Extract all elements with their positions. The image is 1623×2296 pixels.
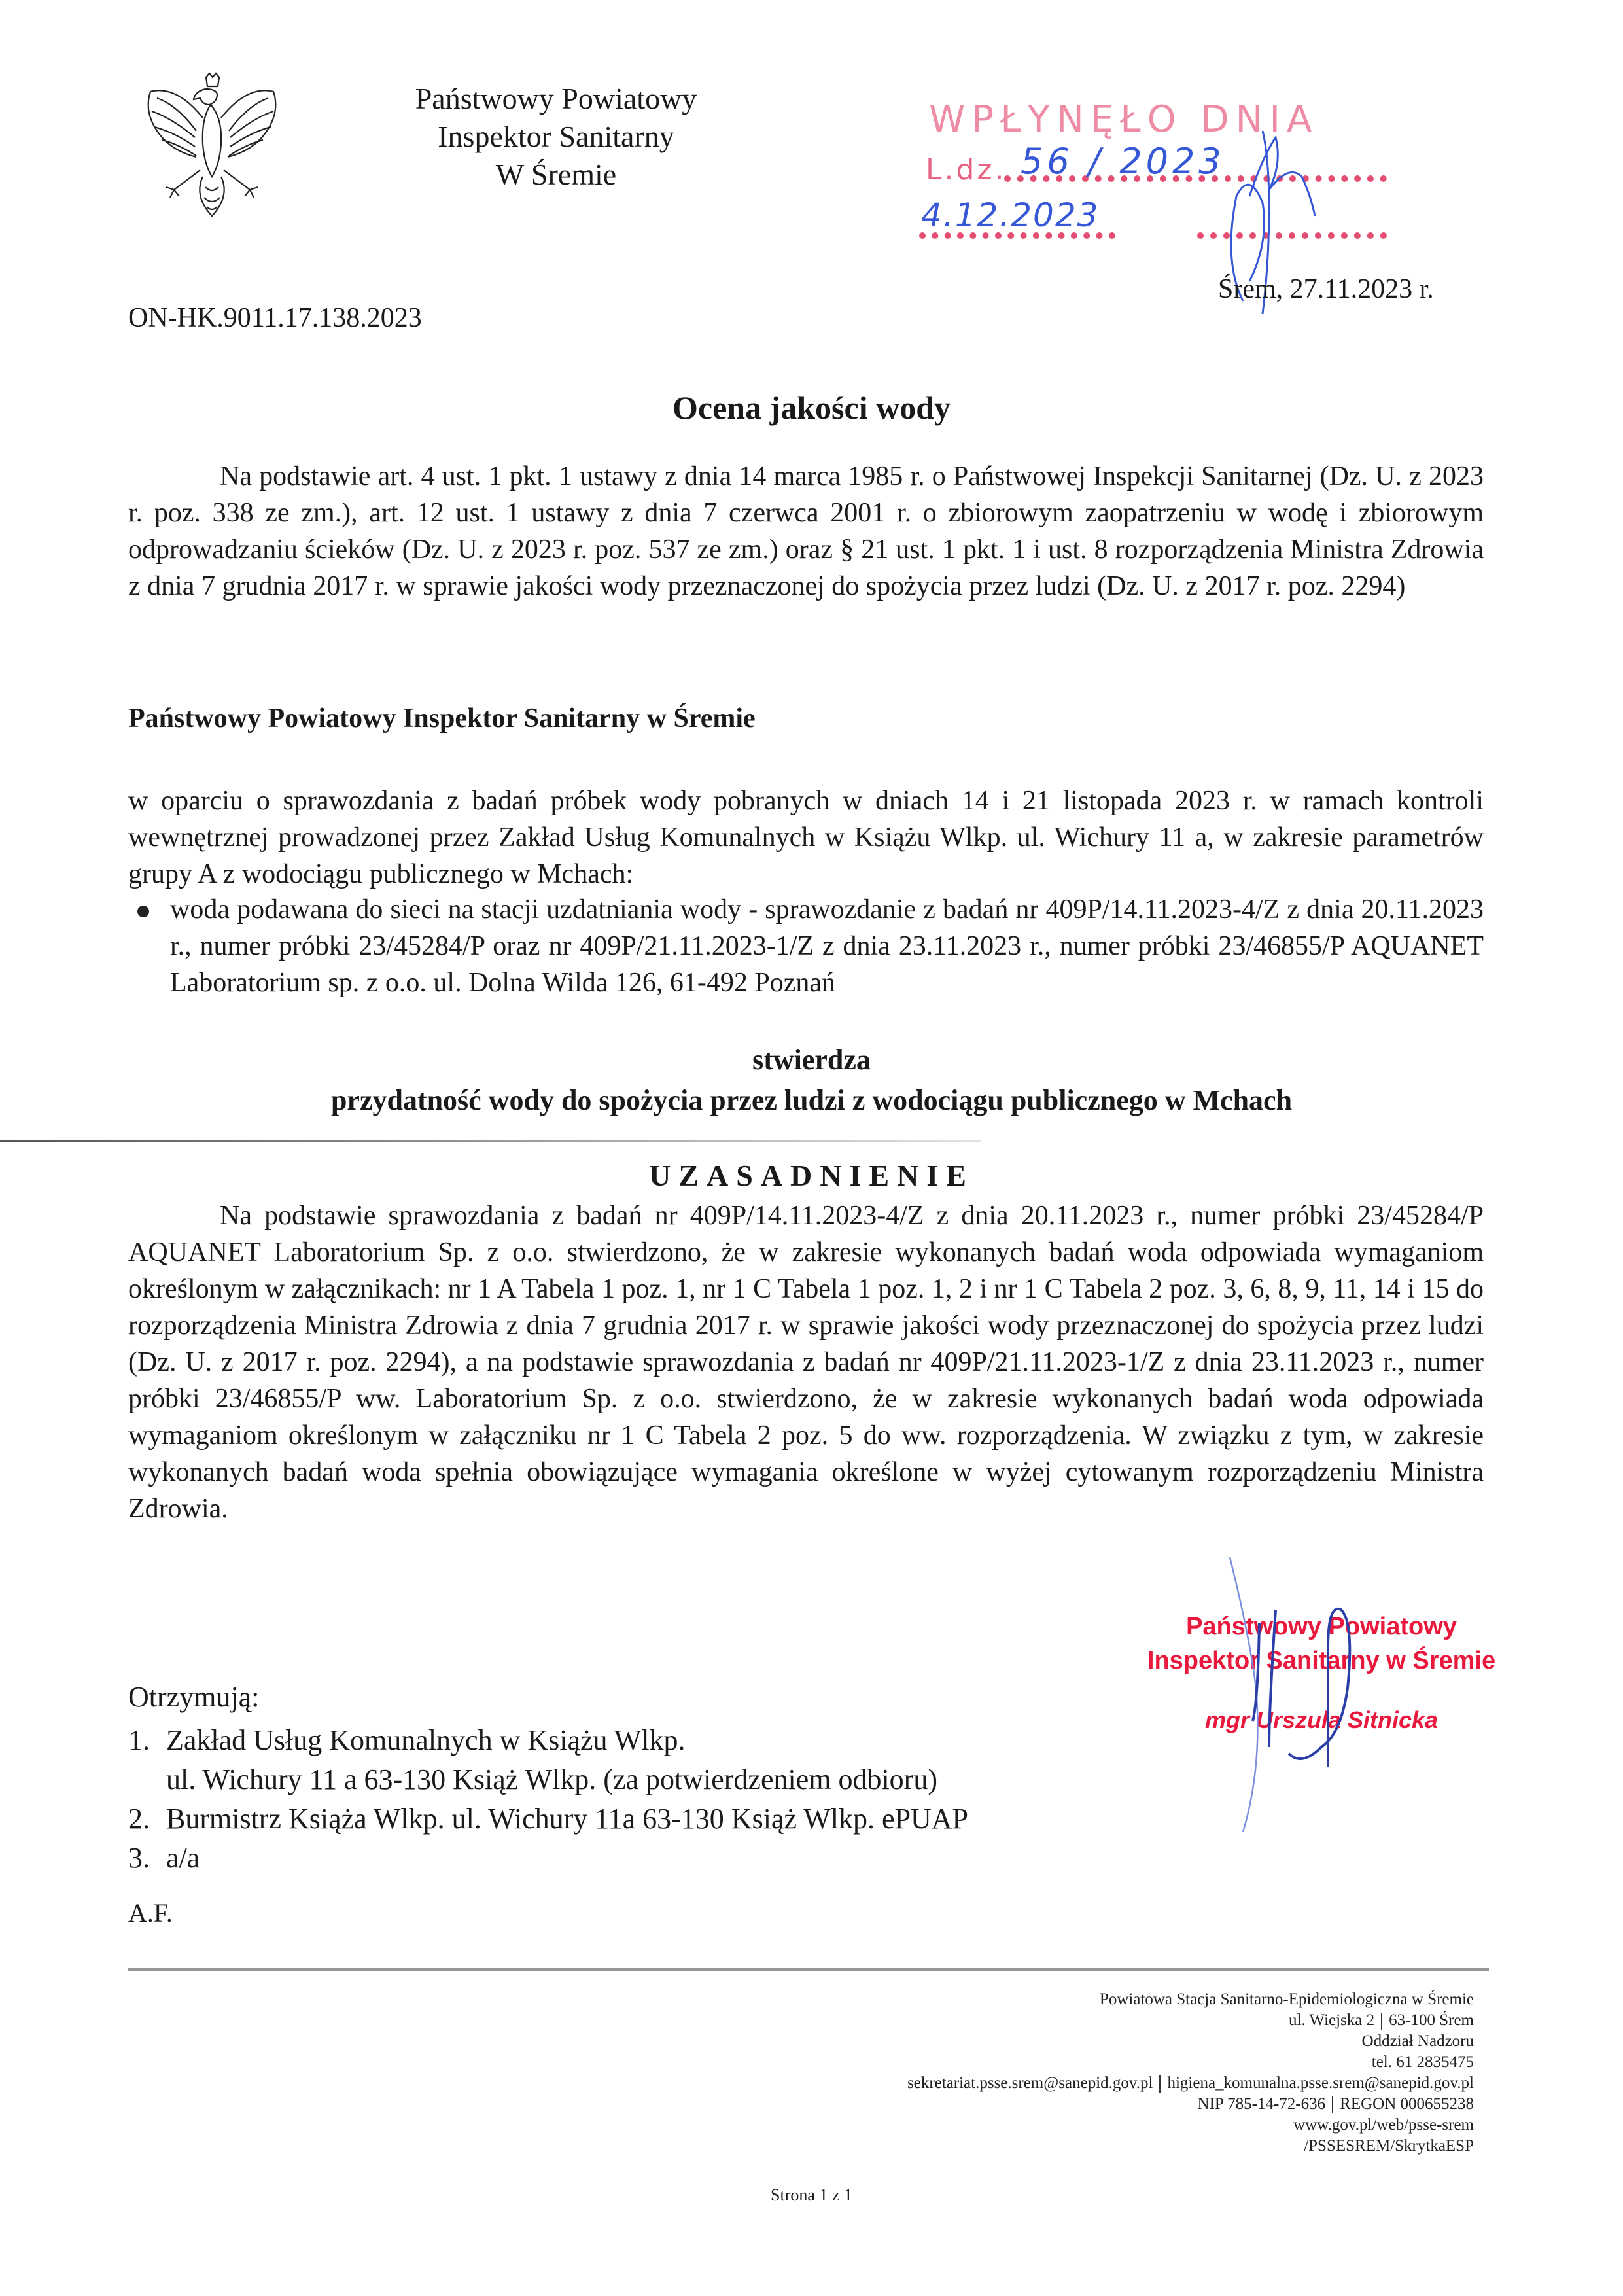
footer-divider [128, 1968, 1489, 1971]
handwritten-receipt-date: 4.12.2023 [921, 196, 1100, 234]
signature-stamp-line: Inspektor Sanitarny w Śremie [1147, 1647, 1496, 1674]
recipient-line: a/a [166, 1842, 200, 1874]
signature-stamp-line: Państwowy Powiatowy [1186, 1613, 1457, 1640]
recipient-item [128, 1799, 968, 1839]
footer-separator [1159, 2075, 1161, 2093]
recipient-number: 3. [128, 1842, 150, 1874]
justification-text: Na podstawie sprawozdania z badań nr 409P/14.11.2023-4/Z z dnia 20.11.2023 r., numer próbki 23/45284/P AQUANET Laboratorium Sp. z o.o. stwierdzono, że w zakresie wykonanych badań woda odpowiada wymaganiom określonym w załącznikach: nr 1 A Tabela 1 poz. 1, nr 1 C Tabela 1 poz. 1, 2 i nr 1 C Tabela 2 poz. 3, 6, 8, 9, 11, 14 i 15 do rozporządzenia Ministra Zdrowia z dnia 7 grudnia 2017 r. w sprawie jakości wody przeznaczonej do spożycia przez ludzi (Dz. U. z 2017 r. poz. 2294), a na podstawie sprawozdania z badań nr 409P/21.11.2023-1/Z z dnia 23.11.2023 r., numer próbki 23/46855/P ww. Laboratorium Sp. z o.o. stwierdzono, że w zakresie wykonanych badań woda odpowiada wymaganiom określonym w załączniku nr 1 C Tabela 2 poz. 5 do ww. rozporządzenia. W związku z tym, w zakresie wykonanych badań woda spełnia obowiązujące wymagania określone w wyżej cytowanym rozporządzeniu Ministra Zdrowia. [128, 1201, 1484, 1524]
author-initials: A.F. [128, 1898, 173, 1928]
issuer-header [327, 80, 785, 194]
sample-list-item-text: woda podawana do sieci na stacji uzdatniania wody - sprawozdanie z badań nr 409P/14.11.2023-4/Z z dnia 20.11.2023 r., numer próbki 23/45284/P oraz nr 409P/21.11.2023-1/Z z dnia 23.11.2023 r., numer próbki 23/46855/P AQUANET Laboratorium sp. z o.o. ul. Dolna Wilda 126, 61-492 Poznań [170, 894, 1484, 998]
footer-email-secretariat-link[interactable]: sekretariat.psse.srem@sanepid.gov.pl [907, 2074, 1153, 2092]
recipient-number: 2. [128, 1803, 150, 1835]
footer-regon: REGON 000655238 [1340, 2095, 1474, 2113]
recipients-list [128, 1721, 968, 1878]
case-number: ON-HK.9011.17.138.2023 [128, 303, 422, 333]
receipt-stamp-ldz-label: L.dz. [926, 153, 1007, 186]
reports-basis-paragraph [128, 783, 1484, 892]
footer-separator [1381, 2013, 1382, 2030]
sample-list-item [128, 891, 1484, 1001]
issuer-name: Państwowy Powiatowy Inspektor Sanitarny w Śremie [128, 703, 756, 733]
bullet-icon [137, 906, 149, 917]
recipient-line: ul. Wichury 11 a 63-130 Książ Wlkp. (za potwierdzeniem odbioru) [166, 1763, 937, 1795]
handwritten-registry-number: 56 / 2023 [1021, 141, 1225, 182]
decision-verb: stwierdza [752, 1044, 871, 1076]
document-title: Ocena jakości wody [672, 389, 951, 426]
footer-nip: NIP 785-14-72-636 [1197, 2095, 1326, 2113]
receipt-signature-icon [1151, 105, 1426, 340]
footer-address [907, 2010, 1474, 2031]
legal-basis-text: Na podstawie art. 4 ust. 1 pkt. 1 ustawy z dnia 14 marca 1985 r. o Państwowej Inspekcji Sanitarnej (Dz. U. z 2023 r. poz. 338 ze zm.), art. 12 ust. 1 ustawy z dnia 7 czerwca 2001 r. o zbiorowym zaopatrzeniu w wodę i zbiorowym odprowadzaniu ścieków (Dz. U. z 2023 r. poz. 537 ze zm.) oraz § 21 ust. 1 pkt. 1 i ust. 8 rozporządzenia Ministra Zdrowia z dnia 7 grudnia 2017 r. w sprawie jakości wody przeznaczonej do spożycia przez ludzi (Dz. U. z 2017 r. poz. 2294) [128, 461, 1484, 601]
signatory-name: mgr Urszula Sitnicka [1204, 1706, 1439, 1733]
recipient-item [128, 1839, 968, 1878]
footer-contact-block [907, 1989, 1474, 2157]
footer-department: Oddział Nadzoru [1361, 2032, 1474, 2050]
polish-eagle-emblem-icon [137, 72, 288, 222]
recipient-number: 1. [128, 1724, 150, 1756]
footer-org: Powiatowa Stacja Sanitarno-Epidemiologiczna w Śremie [1099, 1990, 1474, 2008]
footer-emails [907, 2073, 1474, 2094]
justification-paragraph [128, 1197, 1484, 1527]
footer-separator [1332, 2096, 1333, 2113]
legal-basis-paragraph [128, 458, 1484, 605]
page-number: Strona 1 z 1 [771, 2185, 852, 2204]
justification-heading: UZASADNIENIE [649, 1159, 974, 1192]
decision-statement: przydatność wody do spożycia przez ludzi z wodociągu publicznego w Mchach [330, 1084, 1293, 1116]
recipient-line: Zakład Usług Komunalnych w Książu Wlkp. [166, 1724, 686, 1756]
footer-website-link[interactable]: www.gov.pl/web/psse-srem [1293, 2116, 1474, 2134]
header-org-line: W Śremie [495, 158, 617, 191]
paper-fold-line [0, 1140, 981, 1142]
header-org-line: Państwowy Powiatowy [415, 82, 697, 115]
footer-city: 63-100 Śrem [1389, 2011, 1474, 2029]
footer-phone: tel. 61 2835475 [1371, 2053, 1474, 2071]
footer-email-hygiene-link[interactable]: higiena_komunalna.psse.srem@sanepid.gov.pl [1167, 2074, 1474, 2092]
recipient-item [128, 1721, 968, 1799]
recipients-heading: Otrzymują: [128, 1681, 260, 1713]
footer-epuap: /PSSESREM/SkrytkaESP [1304, 2137, 1474, 2155]
reports-basis-text: w oparciu o sprawozdania z badań próbek wody pobranych w dniach 14 i 21 listopada 2023 r. w ramach kontroli wewnętrznej prowadzonej przez Zakład Usług Komunalnych w Książu Wlkp. ul. Wichury 11 a, w zakresie parametrów grupy A z wodociągu publicznego w Mchach: [128, 786, 1484, 889]
recipient-line: Burmistrz Książa Wlkp. ul. Wichury 11a 63-130 Książ Wlkp. ePUAP [166, 1803, 968, 1835]
receipt-stamp-label: WPŁYNĘŁO DNIA [929, 98, 1319, 141]
header-org-line: Inspektor Sanitarny [438, 120, 674, 153]
place-and-date: Śrem, 27.11.2023 r. [1218, 274, 1434, 304]
footer-street: ul. Wiejska 2 [1288, 2011, 1375, 2029]
footer-ids [907, 2094, 1474, 2115]
handwritten-signature-icon [1191, 1557, 1465, 1832]
